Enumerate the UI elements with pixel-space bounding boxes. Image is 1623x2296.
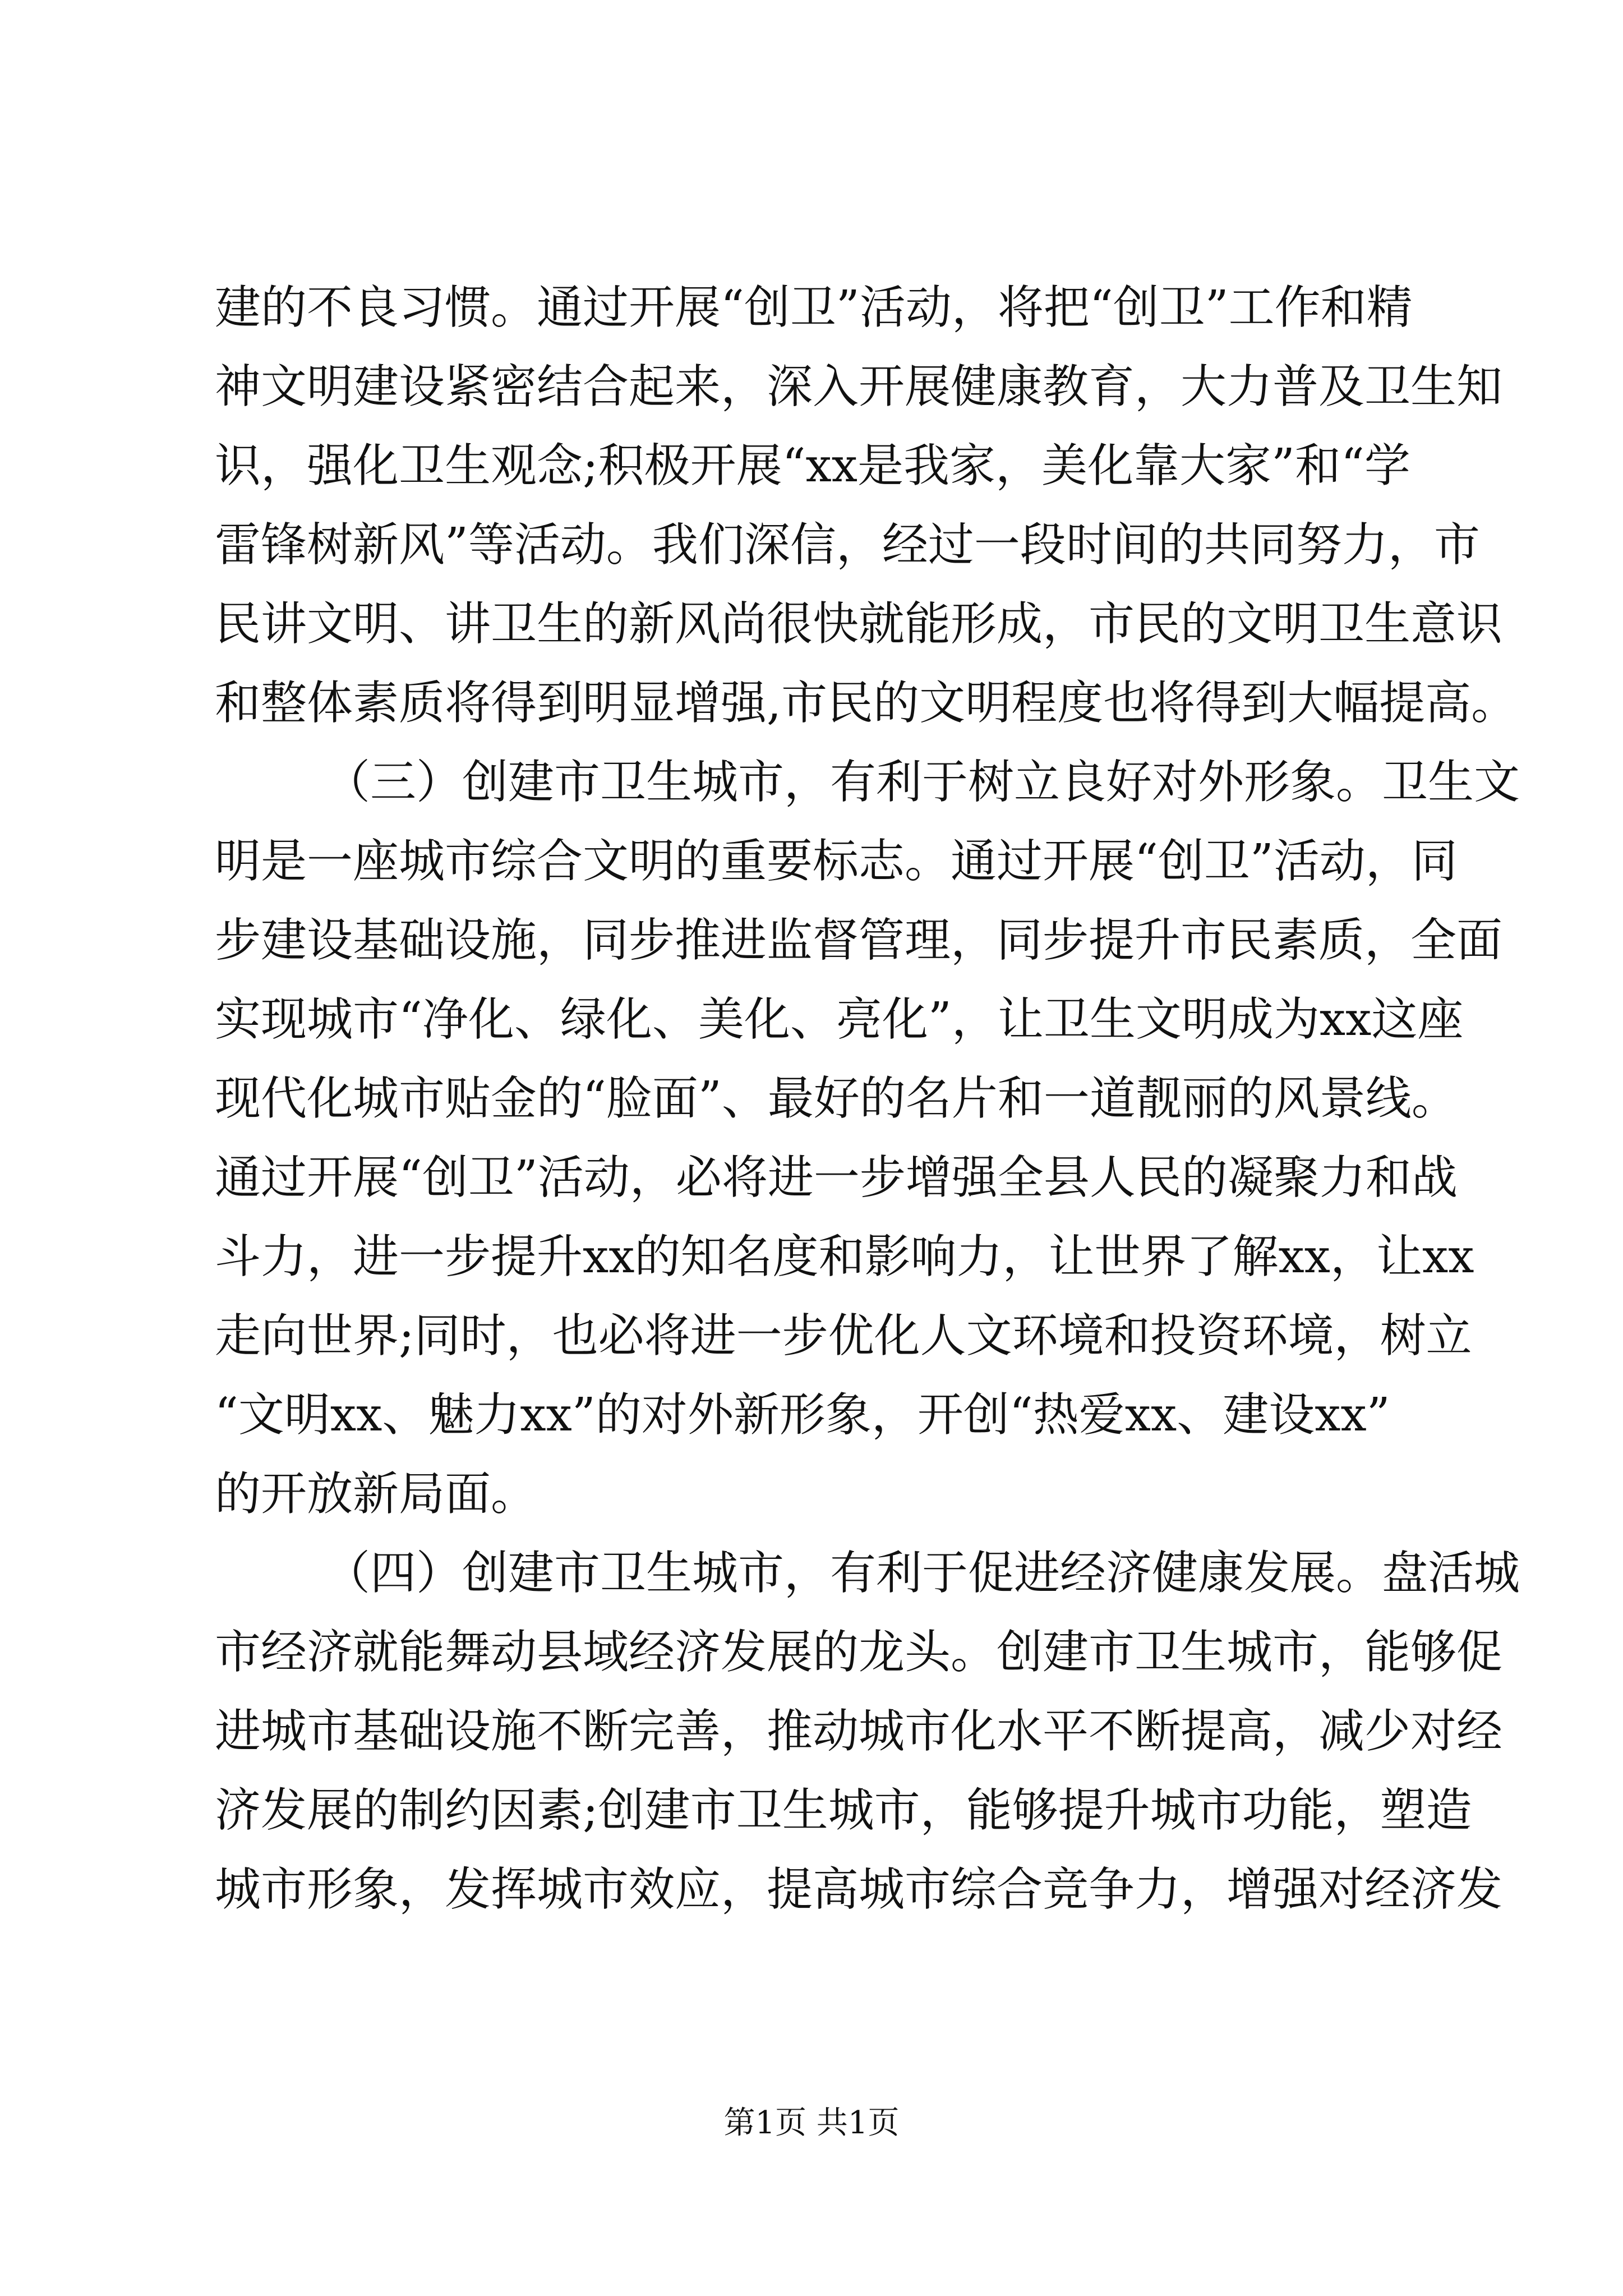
text-line: 建的不良习惯。通过开展“创卫”活动，将把“创卫”工作和精 [215,281,1413,334]
text-line: 进城市基础设施不断完善，推动城市化水平不断提高，减少对经 [215,1705,1503,1758]
text-line: 明是一座城市综合文明的重要标志。通过开展“创卫”活动，同 [215,835,1458,888]
section-heading-line: （四）创建市卫生城市，有利于促进经济健康发展。盘活城 [324,1547,1520,1600]
text-line: 和整体素质将得到明显增强,市民的文明程度也将得到大幅提高。 [215,677,1518,730]
document-body [215,268,1520,1929]
text-line: 现代化城市贴金的“脸面”、最好的名片和一道靓丽的风景线。 [215,1072,1458,1125]
text-line: 识，强化卫生观念;积极开展“xx是我家，美化靠大家”和“学 [215,439,1410,493]
page-footer [0,2101,1623,2146]
text-line: “文明xx、魅力xx”的对外新形象，开创“热爱xx、建设xx” [215,1388,1390,1442]
text-line: 步建设基础设施，同步推进监督管理，同步提升市民素质，全面 [215,914,1503,967]
text-line: 通过开展“创卫”活动，必将进一步增强全县人民的凝聚力和战 [215,1151,1458,1204]
text-line: 神文明建设紧密结合起来，深入开展健康教育，大力普及卫生知 [215,360,1503,413]
text-line: 城市形象，发挥城市效应，提高城市综合竞争力，增强对经济发 [215,1863,1503,1916]
text-line: 实现城市“净化、绿化、美化、亮化”，让卫生文明成为xx这座 [215,993,1464,1046]
text-line: 的开放新局面。 [215,1467,537,1521]
page-number-label: 第1页 共1页 [723,2105,900,2141]
text-line: 济发展的制约因素;创建市卫生城市，能够提升城市功能，塑造 [215,1784,1472,1837]
section-heading-line: （三）创建市卫生城市，有利于树立良好对外形象。卫生文 [324,756,1520,809]
text-line: 民讲文明、讲卫生的新风尚很快就能形成，市民的文明卫生意识 [215,597,1503,651]
text-line: 走向世界;同时，也必将进一步优化人文环境和投资环境，树立 [215,1309,1472,1363]
text-line: 雷锋树新风”等活动。我们深信，经过一段时间的共同努力，市 [215,518,1480,572]
text-line: 斗力，进一步提升xx的知名度和影响力，让世界了解xx，让xx [215,1230,1474,1283]
text-line: 市经济就能舞动县域经济发展的龙头。创建市卫生城市，能够促 [215,1626,1503,1679]
